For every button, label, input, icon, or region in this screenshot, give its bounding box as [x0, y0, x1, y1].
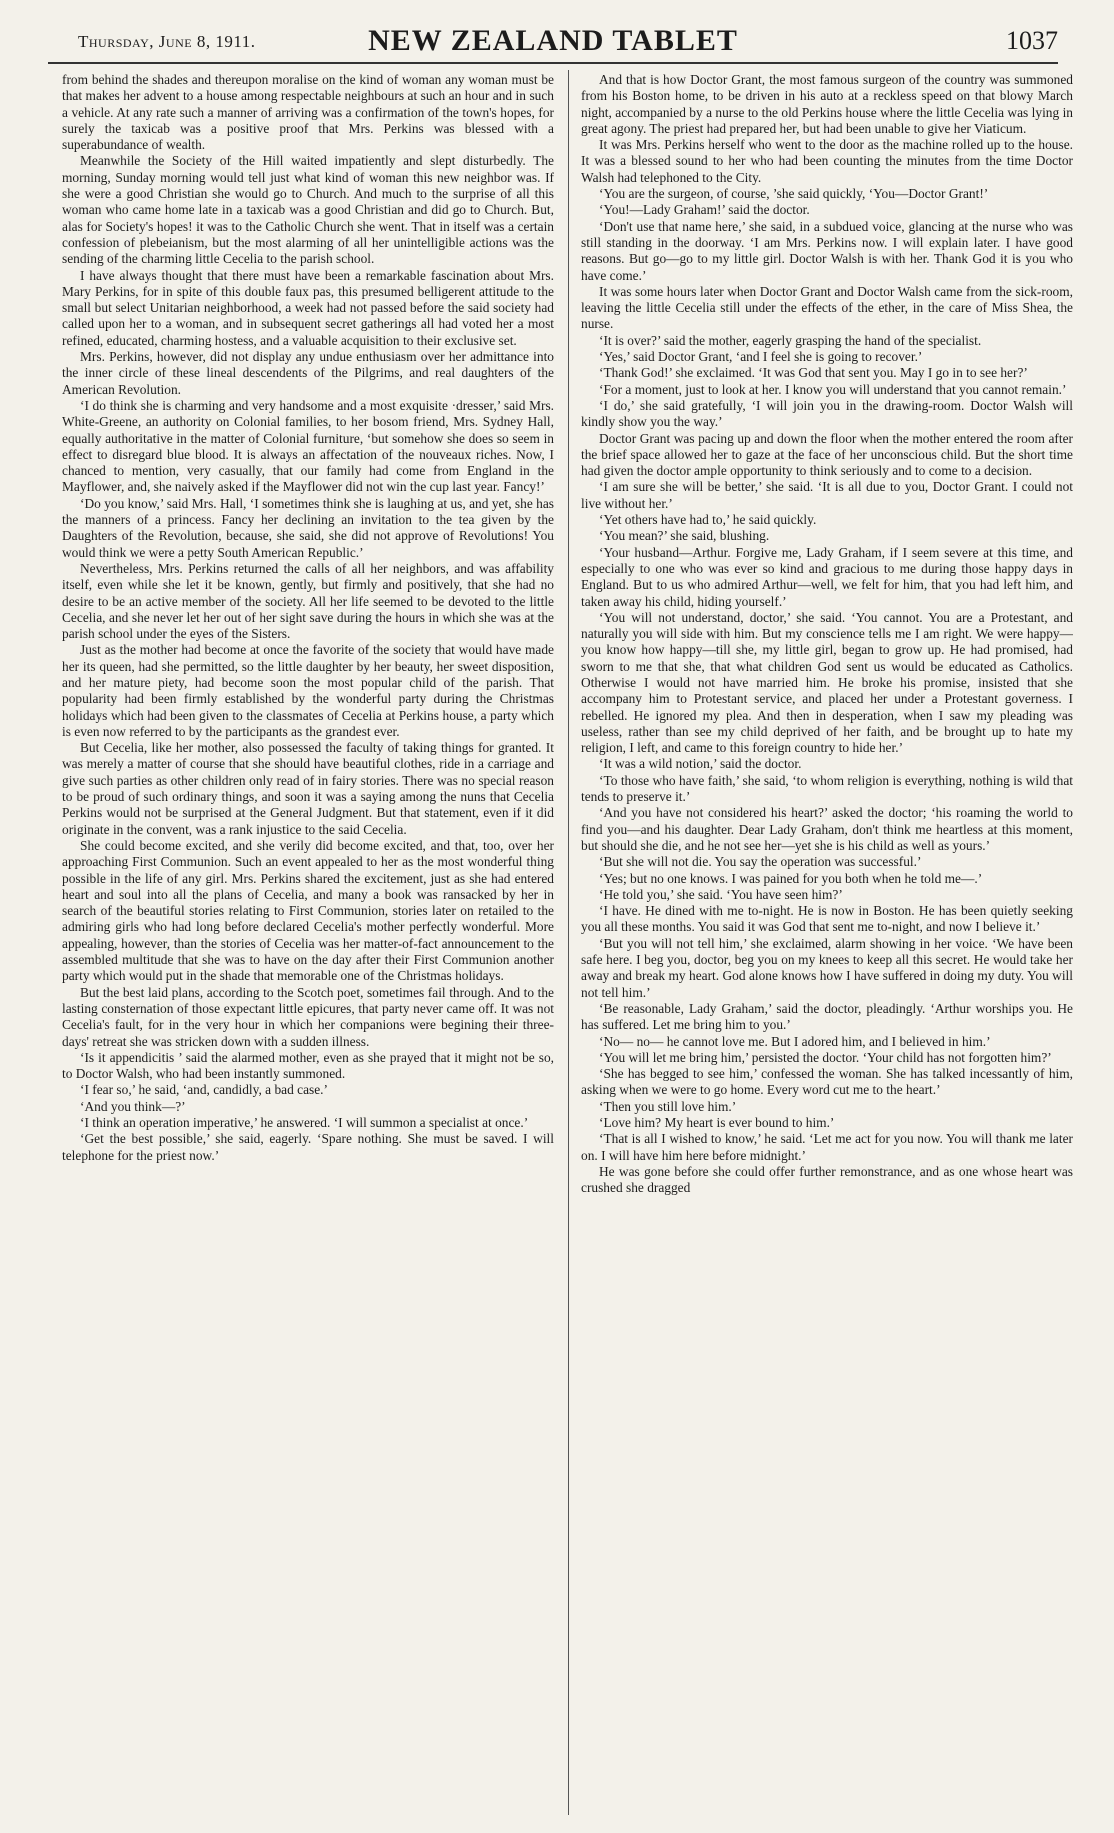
paragraph: ‘I am sure she will be better,’ she said. ‘It is all due to you, Doctor Grant. I could not live without her.’ — [581, 479, 1073, 511]
right-column — [581, 72, 1073, 1812]
paragraph: ‘Be reasonable, Lady Graham,’ said the doctor, pleadingly. ‘Arthur worships you. He has suffered. Let me bring him to you.’ — [581, 1000, 1073, 1033]
paragraph: ‘And you think—?’ — [80, 1098, 186, 1114]
paragraph: ‘I fear so,’ he said, ‘and, candidly, a bad case.’ — [80, 1082, 328, 1098]
paragraph: Just as the mother had become at once the favorite of the society that would have made her its queen, had she permitted, so the little daughter by her beauty, her sweet disposition, and her mature piety, had become soon the most popular child of the parish. That popularity had been firmly established by the wonderful party during the Christmas holidays which had been given to the classmates of Cecelia at Perkins house, a party which is even now referred to by the participants as the grandest ever. — [62, 642, 554, 739]
paragraph: But the best laid plans, according to the Scotch poet, sometimes fail through. And to the lasting consternation of those expectant little epicures, that party never came off. It was not Cecelia's fault, for in the very hour in which her companions were begining their three-days' retreat she was stricken down with a sudden illness. — [62, 984, 554, 1049]
paragraph: ‘Is it appendicitis ’ said the alarmed mother, even as she prayed that it might not be so, to Doctor Walsh, who had been instantly summoned. — [62, 1049, 554, 1082]
paragraph: It was some hours later when Doctor Grant and Doctor Walsh came from the sick-room, leaving the little Cecelia still under the effects of the ether, in the care of Miss Shea, the nurse. — [581, 283, 1073, 332]
paragraph: ‘For a moment, just to look at her. I know you will understand that you cannot remain.’ — [599, 381, 1067, 397]
paragraph: ‘And you have not considered his heart?’ asked the doctor; ‘his roaming the world to find you—and his daughter. Dear Lady Graham, don't think me heartless at this moment, but should she die, and he not see her—yet she is his child as well as yours.’ — [581, 805, 1073, 853]
newspaper-title: NEW ZEALAND TABLET — [368, 24, 738, 57]
paragraph: ‘Yet others have had to,’ he said quickly. — [599, 512, 817, 528]
paragraph: Nevertheless, Mrs. Perkins returned the calls of all her neighbors, and was affability itself, even while she let it be known, gently, but firmly and positively, that she had no desire to be an active member of the society. All her life seemed to be devoted to the little Cecelia, and she never let her out of her sight save during the hours in which she was at the parish school under the eyes of the Sisters. — [62, 560, 554, 642]
paragraph: ‘Yes,’ said Doctor Grant, ‘and I feel she is going to recover.’ — [599, 349, 923, 365]
paragraph: ‘Don't use that name here,’ she said, in a subdued voice, glancing at the nurse who was still standing in the doorway. ‘I am Mrs. Perkins now. I will explain later. I have good reasons. But go—go to my little girl. Doctor Walsh is with her. Thank God it is you who have come.’ — [581, 218, 1073, 283]
paragraph: Doctor Grant was pacing up and down the floor when the mother entered the room after the brief space allowed her to gaze at the face of her unconscious child. But the short time had given the doctor ample opportunity to think seriously and to come to a decision. — [581, 430, 1073, 479]
paragraph: ‘It was a wild notion,’ said the doctor. — [599, 756, 802, 772]
left-column — [62, 72, 554, 1812]
paragraph: ‘Get the best possible,’ she said, eagerly. ‘Spare nothing. She must be saved. I will telephone for the priest now.’ — [62, 1131, 554, 1163]
paragraph: It was Mrs. Perkins herself who went to the door as the machine rolled up to the house. It was a blessed sound to her who had been counting the minutes from the time Doctor Walsh had telephoned to the City. — [581, 137, 1073, 185]
paragraph: ‘I do,’ she said gratefully, ‘I will join you in the drawing-room. Doctor Walsh will kindly show you the way.’ — [581, 397, 1073, 430]
paragraph: ‘You mean?’ she said, blushing. — [599, 528, 770, 544]
paragraph: ‘But you will not tell him,’ she exclaimed, alarm showing in her voice. ‘We have been safe here. I beg you, doctor, beg you on my knees to keep all this secret. He would take her away and break my heart. God alone knows how I have suffered in doing my duty. You will not tell him.’ — [581, 935, 1073, 1000]
paragraph: ‘Your husband—Arthur. Forgive me, Lady Graham, if I seem severe at this time, and especially to one who was ever so kind and gracious to me during those happy days in England. But to us who admired Arthur—well, we felt for him, that you had left him, and taken away his child, hiding yourself.’ — [581, 544, 1073, 609]
page-number: 1037 — [1006, 26, 1058, 55]
paragraph: I have always thought that there must have been a remarkable fascination about Mrs. Mary Perkins, for in spite of this double faux pas, this presumed belligerent attitude to the small but select Unitarian neighborhood, a week had not passed before the said society had called upon her to a woman, and in subsequent secret gatherings all had voted her a most refined, educated, charming hostess, and a valuable acquisition to their exclusive set. — [62, 267, 554, 348]
masthead — [48, 22, 1058, 64]
paragraph: ‘You are the surgeon, of course, ’she said quickly, ‘You—Doctor Grant!’ — [599, 186, 989, 202]
paragraph: And that is how Doctor Grant, the most famous surgeon of the country was summoned from his Boston home, to be driven in his auto at a reckless speed on that blowy March night, accompanied by a nurse to the old Perkins house where the little Cecelia was lying in great agony. The priest had prepared her, but had been unable to give her Viaticum. — [581, 72, 1073, 136]
paragraph: ‘Love him? My heart is ever bound to him.’ — [599, 1115, 835, 1130]
paragraph: ‘I have. He dined with me to-night. He is now in Boston. He has been quietly seeking you all these months. You said it was God that sent me to-night, and now I believe it.’ — [581, 903, 1073, 935]
paragraph: ‘Do you know,’ said Mrs. Hall, ‘I sometimes think she is laughing at us, and yet, she has the manners of a princess. Fancy her declining an invitation to the tea given by the Daughters of the Revolution, because, she said, she did not approve of Revolutions! You would think we were a petty South American Republic.’ — [62, 495, 554, 560]
paragraph: ‘Thank God!’ she exclaimed. ‘It was God that sent you. May I go in to see her?’ — [599, 365, 1028, 381]
paragraph: ‘I do think she is charming and very handsome and a most exquisite ·dresser,’ said Mrs. White-Greene, an authority on Colonial families, to her bosom friend, Mrs. Sydney Hall, equally authoritative in the matter of Colonial furniture, ‘but somehow she does so seem in effect to disregard blue blood. It is always an affectation of the nouveaux riches. Now, I chanced to mention, very casually, that our family had come from England in the Mayflower, and, she naively asked if the Mayflower did not win the cup last year. Fancy!’ — [62, 397, 554, 495]
paragraph: ‘Yes; but no one knows. I was pained for you both when he told me—.’ — [599, 870, 983, 886]
paragraph: ‘You will not understand, doctor,’ she said. ‘You cannot. You are a Protestant, and naturally you will side with him. But my conscience tells me I am right. We were happy—you know how happy—till she, my little girl, began to grow up. He had promised, had sworn to me that she, that what children God sent us would be educated as Catholics. Otherwise I would not have married him. He broke his promise, insisted that she accompany him to Protestant service, and placed her under a Protestant governess. I rebelled. He ignored my plea. And then in desperation, when I saw my pleading was useless, rather than see my child deprived of her faith, and be brought up to hate my religion, I left, and came to this foreign country to hide her.’ — [581, 609, 1073, 756]
paragraph: ‘But she will not die. You say the operation was successful.’ — [599, 854, 922, 870]
paragraph: ‘To those who have faith,’ she said, ‘to whom religion is everything, nothing is wild that tends to preserve it.’ — [581, 772, 1073, 805]
paragraph: ‘No— no— he cannot love me. But I adored him, and I believed in him.’ — [599, 1033, 991, 1049]
paragraph: Meanwhile the Society of the Hill waited impatiently and slept disturbedly. The morning, Sunday morning would tell just what kind of woman this new neighbor was. If she were a good Christian she would go to Church. And much to the surprise of all this woman who came home late in a taxicab was a good Christian and did go to Church. But, alas for Society's hopes! it was to the Catholic Church she went. That in itself was a certain confession of plebeianism, but the most alarming of all her unintelligible actions was the sending of the charming little Cecelia to the parish school. — [62, 153, 554, 267]
paragraph: ‘Then you still love him.’ — [599, 1098, 737, 1114]
paragraph: ‘She has begged to see him,’ confessed the woman. She has talked incessantly of him, asking when we were to go home. Every word cut me to the heart.’ — [581, 1066, 1073, 1098]
column-divider — [568, 70, 569, 1815]
paragraph: ‘It is over?’ said the mother, eagerly grasping the hand of the specialist. — [599, 332, 982, 348]
paragraph: from behind the shades and thereupon moralise on the kind of woman any woman must be that makes her advent to a house among respectable neighbours at such an hour and in such a vehicle. At any rate such a manner of arriving was a confirmation of the town's hopes, for surely the taxicab was a positive proof that Mrs. Perkins was blessed with a superabundance of wealth. — [62, 72, 554, 153]
paragraph: ‘I think an operation imperative,’ he answered. ‘I will summon a specialist at once.’ — [80, 1115, 529, 1130]
paragraph: ‘You will let me bring him,’ persisted the doctor. ‘Your child has not forgotten him?’ — [599, 1049, 1052, 1065]
issue-date: Thursday, June 8, 1911. — [78, 32, 256, 51]
paragraph: He was gone before she could offer further remonstrance, and as one whose heart was crushed she dragged — [581, 1163, 1073, 1196]
paragraph: She could become excited, and she verily did become excited, and that, too, over her approaching First Communion. Such an event appealed to her as the most wonderful thing possible in the life of any girl. Mrs. Perkins shared the excitement, just as she had entered heart and soul into all the plans of Cecelia, and many a book was ransacked by her in search of the beautiful stories relating to First Communion, stories later on retailed to the admiring girls who had long before declared Cecelia's mother perfectly wonderful. More appealing, however, than the stories of Cecelia was her matter-of-fact announcement to the assembled multitude that she was to have on the day after their First Communion another party which would put in the shade that memorable one of the Christmas holidays. — [62, 837, 554, 984]
paragraph: ‘He told you,’ she said. ‘You have seen him?’ — [599, 886, 843, 902]
paragraph: But Cecelia, like her mother, also possessed the faculty of taking things for granted. It was merely a matter of course that she should have beautiful clothes, ride in a carriage and give such parties as other children only read of in fairy stories. There was no special reason to be proud of such ordinary things, and soon it was a saying among the nuns that Cecelia Perkins would not be surprised at the General Judgment. But that statement, even if it did originate in the convent, was a rank injustice to the said Cecelia. — [62, 740, 554, 837]
paragraph: ‘You!—Lady Graham!’ said the doctor. — [599, 202, 810, 218]
paragraph: ‘That is all I wished to know,’ he said. ‘Let me act for you now. You will thank me later on. I will have him here before midnight.’ — [581, 1131, 1073, 1163]
paragraph: Mrs. Perkins, however, did not display any undue enthusiasm over her admittance into the inner circle of these lineal descendents of the Pilgrims, and real daughters of the American Revolution. — [62, 349, 554, 397]
